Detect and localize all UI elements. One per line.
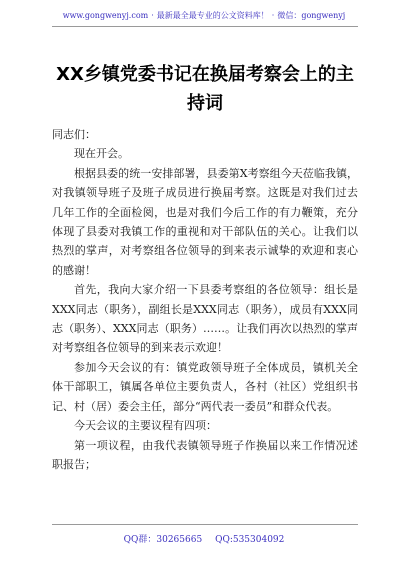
paragraph-attendees: 参加今天会议的有：镇党政领导班子全体成员，镇机关全体干部职工，镇属各单位主要负责人，各村（社区）党组织书记、村（居）委会主任，部分“两代表一委员”和群众代表。 <box>52 360 358 413</box>
footer-qq-group: QQ群：30265665 <box>123 535 203 545</box>
header-divider <box>52 26 358 27</box>
site-url-link[interactable]: www.gongwenyj.com <box>62 11 149 20</box>
footer-divider <box>52 524 358 525</box>
header-slogan: 最新最全最专业的公文资料库！ <box>156 11 269 20</box>
document-body <box>52 125 358 474</box>
salutation: 同志们： <box>52 128 96 141</box>
page-footer <box>0 532 408 545</box>
footer-qq: QQ:535304092 <box>215 535 285 545</box>
page-header <box>0 10 408 21</box>
header-separator: · <box>151 11 154 20</box>
paragraph-agenda-intro: 今天会议的主要议程有四项： <box>74 419 217 433</box>
paragraph-agenda-item-1: 第一项议程，由我代表镇领导班子作换届以来工作情况述职报告； <box>52 438 358 471</box>
header-separator: · <box>271 11 275 20</box>
paragraph-opening: 现在开会。 <box>74 147 129 161</box>
header-wechat: 微信：gongwenyj <box>277 11 346 20</box>
paragraph-background: 根据县委的统一安排部署，县委第X考察组今天莅临我镇，对我镇领导班子及班子成员进行换届考察。这既是对我们过去几年工作的全面检阅，也是对我们今后工作的有力鞭策，充分体现了县委对我镇工作的重视和对干部队伍的关心。让我们以热烈的掌声，对考察组各位领导的到来表示诚挚的欢迎和衷心的感谢！ <box>52 166 358 277</box>
paragraph-introductions: 首先，我向大家介绍一下县委考察组的各位领导：组长是XXX同志（职务），副组长是XXX同志（职务），成员有XXX同志（职务）、XXX同志（职务）……。让我们再次以热烈的掌声对考察组各位领导的到来表示欢迎！ <box>52 283 358 355</box>
document-title: XX乡镇党委书记在换届考察会上的主持词 <box>56 64 354 114</box>
